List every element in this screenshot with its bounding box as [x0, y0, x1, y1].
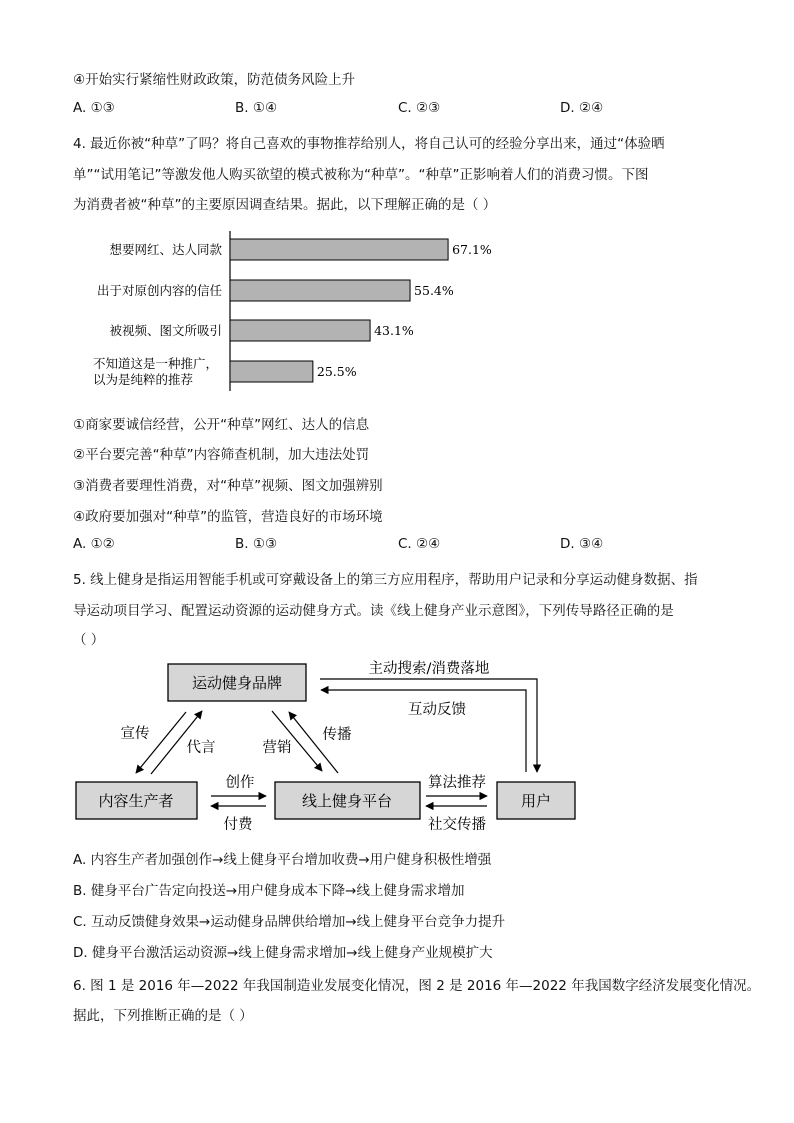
label-social: 社交传播 [428, 817, 486, 833]
q6-stem-line-1: 6. 图 1 是 2016 年—2022 年我国制造业发展变化情况，图 2 是 2016 年—2022 年我国数字经济发展变化情况。 [73, 978, 761, 994]
label-feedback: 互动反馈 [408, 702, 466, 718]
node-producer [76, 782, 197, 819]
q3-option-b: B. ①④ [235, 100, 278, 116]
label-endorse: 代言 [186, 740, 216, 756]
q5-option-c: C. 互动反馈健身效果→运动健身品牌供给增加→线上健身平台竞争力提升 [73, 914, 506, 930]
category-label-4-line-2: 以为是纯粹的推荐 [93, 372, 194, 387]
q4-item-1: ①商家要诚信经营，公开“种草”网红、达人的信息 [73, 417, 370, 433]
q5-option-d: D. 健身平台激活运动资源→线上健身需求增加→线上健身产业规模扩大 [73, 945, 493, 961]
node-brand [168, 664, 306, 701]
category-label-4-line-1: 不知道这是一种推广， [93, 356, 219, 371]
q4-item-2: ②平台要完善“种草”内容筛查机制，加大违法处罚 [73, 447, 370, 463]
q4-option-b: B. ①③ [235, 536, 278, 552]
q4-option-a: A. ①② [73, 536, 115, 552]
q6-stem-line-2: 据此，下列推断正确的是（ ） [73, 1008, 253, 1024]
node-platform [275, 782, 420, 819]
q3-option-a: A. ①③ [73, 100, 115, 116]
svg-text:内容生产者: 内容生产者 [98, 792, 174, 810]
arrow-brand-to-producer [136, 712, 186, 773]
category-label-2: 出于对原创内容的信任 [96, 283, 222, 298]
bar-value-label-1: 67.1% [452, 242, 492, 257]
label-promo: 宣传 [120, 726, 150, 742]
bar-value-label-2: 55.4% [414, 283, 454, 298]
q4-stem-line-1: 4. 最近你被“种草”了吗？将自己喜欢的事物推荐给别人，将自己认可的经验分享出来，通过“体验晒 [73, 136, 665, 152]
label-algo: 算法推荐 [428, 775, 486, 791]
q4-stem-line-2: 单”“试用笔记”等激发他人购买欲望的模式被称为“种草”。“种草”正影响着人们的消费习惯。下图 [73, 167, 649, 183]
q3-option-d: D. ②④ [560, 100, 604, 116]
label-pay: 付费 [223, 817, 253, 833]
category-label-1: 想要网红、达人同款 [109, 242, 222, 257]
q5-option-b: B. 健身平台广告定向投送→用户健身成本下降→线上健身需求增加 [73, 883, 465, 899]
svg-text:线上健身平台: 线上健身平台 [301, 792, 393, 810]
q4-option-c: C. ②④ [398, 536, 441, 552]
svg-text:用户: 用户 [520, 792, 552, 810]
q3-option-c: C. ②③ [398, 100, 441, 116]
label-spread: 传播 [322, 727, 352, 743]
q5-stem-line-1: 5. 线上健身是指运用智能手机或可穿戴设备上的第三方应用程序，帮助用户记录和分享运动健身数据、指 [73, 572, 698, 588]
q5-stem-line-3: （ ） [73, 632, 105, 648]
label-create: 创作 [225, 775, 255, 791]
category-label-3: 被视频、图文所吸引 [109, 323, 222, 338]
bar-value-label-4: 25.5% [316, 364, 357, 379]
q4-item-4: ④政府要加强对“种草”的监管，营造良好的市场环境 [73, 509, 383, 525]
arrow-brand-to-user [320, 679, 537, 772]
node-user [497, 782, 575, 819]
q4-option-d: D. ③④ [560, 536, 604, 552]
q5-stem-line-2: 导运动项目学习、配置运动资源的运动健身方式。读《线上健身产业示意图》，下列传导路径正确的是 [73, 603, 674, 619]
q4-stem-line-3: 为消费者被“种草”的主要原因调查结果。据此，以下理解正确的是（ ） [73, 197, 497, 213]
q5-option-a: A. 内容生产者加强创作→线上健身平台增加收费→用户健身积极性增强 [73, 852, 492, 868]
q4-item-3: ③消费者要理性消费，对“种草”视频、图文加强辨别 [73, 478, 383, 494]
svg-text:运动健身品牌: 运动健身品牌 [191, 674, 283, 692]
label-search: 主动搜索/消费落地 [368, 661, 490, 677]
label-marketing: 营销 [262, 740, 292, 756]
q3-item-4: ④开始实行紧缩性财政政策，防范债务风险上升 [73, 72, 356, 88]
bar-value-label-3: 43.1% [374, 323, 414, 338]
